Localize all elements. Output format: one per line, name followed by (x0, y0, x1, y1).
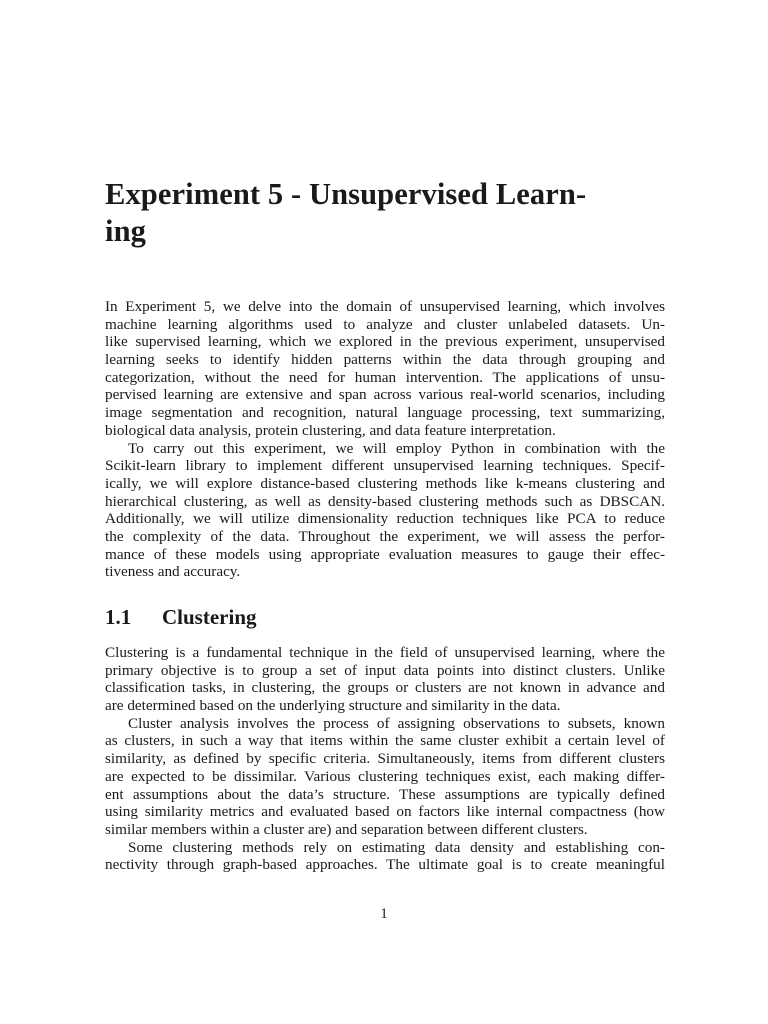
text-line: Some clustering methods rely on estimating data density and establishing con- (128, 838, 665, 856)
text-line: ent assumptions about the data’s structure. These assumptions are typically defined (105, 785, 665, 803)
text-line: pervised learning are extensive and span across various real-world scenarios, including (105, 386, 665, 404)
page-number: 1 (380, 906, 388, 922)
section-heading (105, 604, 257, 630)
chapter-title (105, 176, 667, 250)
text-line: categorization, without the need for human intervention. The applications of unsu- (105, 368, 665, 386)
text-line: are expected to be dissimilar. Various clustering techniques exist, each making differ- (105, 767, 665, 785)
text-line: using similarity metrics and evaluated based on factors like internal compactness (how (105, 803, 665, 821)
text-line: machine learning algorithms used to analyze and cluster unlabeled datasets. Un- (105, 315, 665, 333)
text-line: are determined based on the underlying structure and similarity in the data. (105, 697, 561, 715)
text-line: Scikit-learn library to implement different unsupervised learning techniques. Specif- (105, 457, 665, 475)
text-line: In Experiment 5, we delve into the domain of unsupervised learning, which involves (105, 298, 665, 315)
intro-paragraph-1 (105, 298, 665, 440)
text-line: Clustering is a fundamental technique in the field of unsupervised learning, where the (105, 644, 665, 661)
intro-paragraph-2 (105, 440, 665, 582)
clustering-paragraph-2 (105, 715, 665, 839)
text-line: similarity, as defined by specific criteria. Simultaneously, items from different clusters (105, 750, 665, 768)
text-line: mance of these models using appropriate evaluation measures to gauge their effec- (105, 545, 665, 563)
text-line: hierarchical clustering, as well as density-based clustering methods such as DBSCAN. (105, 492, 665, 510)
text-line: similar members within a cluster are) and separation between different clusters. (105, 820, 588, 838)
text-line: ically, we will explore distance-based clustering methods like k-means clustering and (105, 474, 665, 492)
text-line: Cluster analysis involves the process of assigning observations to subsets, known (128, 714, 665, 732)
text-line: like supervised learning, which we explored in the previous experiment, unsupervised (105, 333, 665, 351)
text-line: Additionally, we will utilize dimensionality reduction techniques like PCA to reduce (105, 510, 665, 528)
chapter-title-line: ing (105, 214, 146, 248)
text-line: biological data analysis, protein clustering, and data feature interpretation. (105, 421, 556, 439)
section-number: 1.1 (105, 605, 132, 629)
text-line: classification tasks, in clustering, the groups or clusters are not known in advance and (105, 679, 665, 697)
text-line: image segmentation and recognition, natural language processing, text summarizing, (105, 404, 665, 422)
text-line: To carry out this experiment, we will employ Python in combination with the (128, 439, 665, 457)
chapter-title-line: Experiment 5 - Unsupervised Learn- (105, 177, 587, 211)
text-line: nectivity through graph-based approaches. The ultimate goal is to create meaningful (105, 856, 665, 874)
text-line: the complexity of the data. Throughout the experiment, we will assess the perfor- (105, 528, 665, 546)
section-title: Clustering (162, 605, 257, 629)
clustering-paragraph-1 (105, 644, 665, 715)
text-line: learning seeks to identify hidden patterns within the data through grouping and (105, 351, 665, 369)
text-line: tiveness and accuracy. (105, 563, 241, 581)
text-line: as clusters, in such a way that items within the same cluster exhibit a certain level of (105, 732, 665, 750)
clustering-paragraph-3 (105, 839, 665, 874)
text-line: primary objective is to group a set of input data points into distinct clusters. Unlike (105, 661, 665, 679)
